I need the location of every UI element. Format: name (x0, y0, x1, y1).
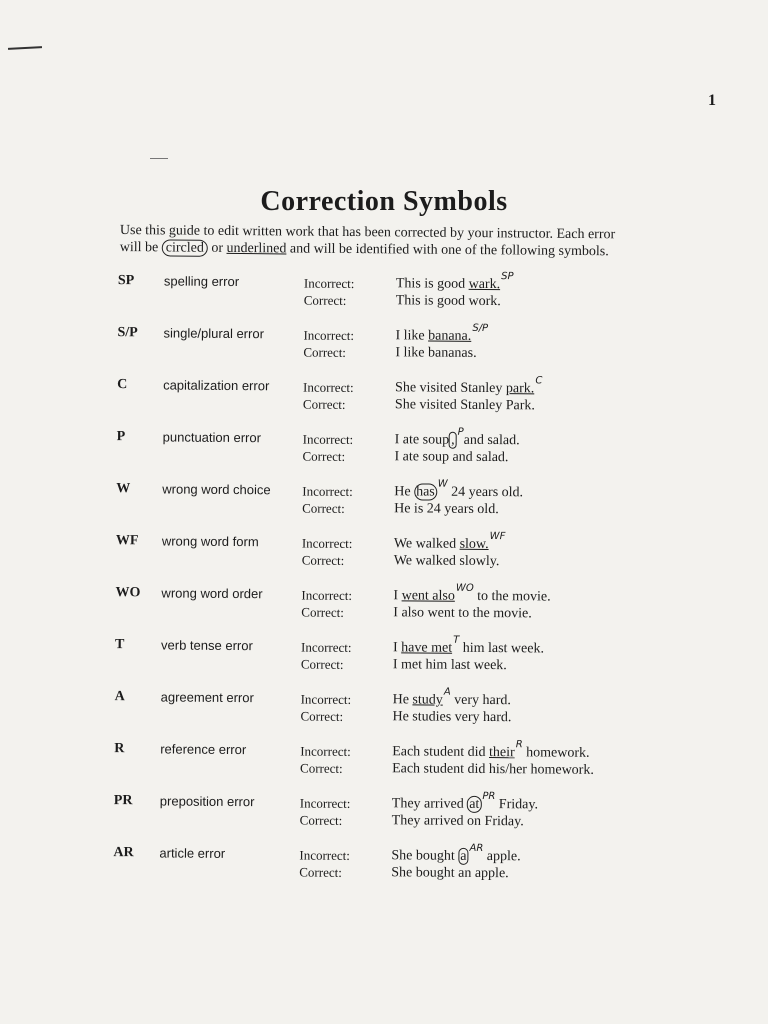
correct-label: Correct: (301, 552, 345, 568)
error-description: capitalization error (163, 377, 270, 394)
correct-example: This is good work. (395, 293, 501, 310)
incorrect-example (392, 634, 545, 657)
marked-error: wark. (468, 276, 501, 293)
incorrect-example (395, 375, 543, 397)
handwritten-mark: W (437, 478, 448, 490)
incorrect-example (392, 739, 590, 762)
incorrect-label: Incorrect: (300, 691, 352, 707)
correct-label: Correct: (303, 344, 347, 360)
scan-artifact-mark (150, 158, 168, 159)
marked-error: their (488, 745, 515, 761)
page-number: 1 (708, 92, 716, 109)
correct-label: Correct: (303, 292, 347, 308)
example-text: We walked (393, 536, 460, 552)
marked-error: park. (505, 381, 535, 397)
correct-label: Correct: (300, 656, 344, 672)
error-description: punctuation error (162, 429, 262, 446)
symbol-row (102, 478, 662, 534)
incorrect-label: Incorrect: (303, 379, 354, 395)
marked-error: , (449, 432, 457, 449)
correct-example: She visited Stanley Park. (394, 397, 536, 414)
correct-example: I ate soup and salad. (394, 449, 509, 466)
intro-paragraph (120, 222, 680, 261)
symbols-list (99, 270, 664, 898)
error-description: verb tense error (160, 637, 253, 654)
correct-label: Correct: (301, 604, 344, 620)
symbol-row (102, 530, 662, 586)
marked-error: study (412, 692, 443, 708)
handwritten-mark: SP (501, 271, 514, 283)
symbol-row (100, 790, 660, 846)
incorrect-label: Incorrect: (303, 327, 355, 343)
incorrect-example (392, 686, 511, 709)
symbol-row (103, 374, 663, 430)
handwritten-mark: R (515, 739, 523, 751)
error-symbol: WO (115, 585, 141, 601)
example-text: Each student did (392, 744, 490, 761)
correct-label: Correct: (300, 708, 344, 724)
correct-label: Correct: (300, 760, 343, 776)
error-symbol: WF (115, 533, 139, 549)
handwritten-mark: A (443, 686, 451, 698)
circled-word: circled (162, 239, 208, 256)
error-description: preposition error (159, 793, 255, 810)
error-description: wrong word choice (162, 481, 271, 498)
handwritten-mark: AR (469, 842, 484, 854)
marked-error: at (467, 796, 481, 813)
example-text: 24 years old. (447, 484, 524, 501)
page-title: Correction Symbols (260, 186, 508, 217)
symbol-row (101, 634, 661, 690)
error-symbol: PR (113, 793, 133, 809)
error-description: wrong word order (161, 585, 263, 602)
symbol-row (100, 686, 660, 742)
example-text: He (394, 484, 415, 500)
intro-post: and will be identified with one of the following symbols. (286, 241, 609, 260)
error-symbol: R (114, 741, 125, 757)
handwritten-mark: WF (489, 531, 506, 543)
symbol-row (103, 322, 663, 378)
example-text: This is good (395, 276, 469, 292)
incorrect-example (394, 426, 520, 449)
correct-example: She bought an apple. (391, 865, 509, 882)
marked-error: a (458, 848, 468, 865)
marked-error: banana. (428, 328, 472, 344)
correct-example: He studies very hard. (392, 709, 512, 726)
error-symbol: SP (117, 273, 135, 289)
underlined-word: underlined (226, 240, 287, 257)
correct-label: Correct: (302, 500, 345, 516)
intro-line-1: Use this guide to edit written work that has been corrected by your instructor. Each error (119, 222, 616, 243)
handwritten-mark: T (453, 634, 460, 646)
incorrect-example (395, 271, 514, 293)
error-symbol: AR (113, 845, 134, 861)
error-description: single/plural error (163, 325, 265, 342)
correct-example: He is 24 years old. (394, 501, 499, 518)
incorrect-example (394, 478, 524, 501)
example-text: to the movie. (473, 588, 551, 605)
incorrect-label: Incorrect: (300, 743, 351, 759)
scan-artifact-mark (8, 46, 42, 50)
incorrect-example (395, 322, 489, 345)
intro-or: or (207, 240, 227, 256)
correct-example: I like bananas. (395, 345, 477, 361)
marked-error: slow. (459, 536, 489, 553)
marked-error: has (414, 483, 437, 500)
example-text: I (393, 588, 402, 604)
correct-label: Correct: (302, 448, 346, 464)
error-description: spelling error (163, 273, 240, 290)
example-text: She bought (391, 848, 459, 864)
handwritten-mark: PR (482, 790, 496, 803)
symbol-row (100, 738, 660, 794)
incorrect-label: Incorrect: (303, 275, 355, 291)
correct-label: Correct: (299, 812, 343, 828)
incorrect-example (391, 790, 539, 813)
incorrect-example (393, 582, 551, 605)
error-description: wrong word form (161, 533, 259, 550)
correct-example: They arrived on Friday. (391, 813, 524, 830)
incorrect-example (393, 531, 506, 553)
example-text: him last week. (459, 640, 545, 657)
symbol-row (99, 842, 659, 898)
marked-error: have met (401, 640, 453, 656)
incorrect-label: Incorrect: (301, 587, 353, 603)
intro-line-2 (120, 239, 680, 261)
example-text: homework. (522, 745, 590, 761)
example-text: Friday. (495, 797, 539, 813)
error-description: agreement error (160, 689, 254, 706)
handwritten-mark: WO (455, 582, 474, 594)
error-description: article error (159, 845, 226, 861)
symbol-row (102, 426, 662, 482)
correct-example: We walked slowly. (393, 553, 500, 570)
example-text: very hard. (450, 692, 511, 709)
incorrect-example (391, 842, 521, 865)
example-text: apple. (483, 848, 521, 865)
error-symbol: W (116, 481, 131, 497)
error-description: reference error (160, 741, 247, 758)
symbol-row (104, 270, 664, 326)
example-text: She visited Stanley (395, 380, 506, 397)
error-symbol: A (114, 689, 125, 705)
handwritten-mark: P (457, 426, 464, 438)
correct-label: Correct: (302, 396, 346, 412)
handwritten-mark: S/P (472, 322, 489, 335)
error-symbol: C (117, 377, 128, 393)
incorrect-label: Incorrect: (302, 431, 354, 447)
example-text: I ate soup (394, 432, 450, 448)
example-text: I like (395, 328, 429, 344)
error-symbol: P (116, 429, 126, 445)
incorrect-label: Incorrect: (300, 639, 352, 655)
marked-error: went also (401, 588, 455, 604)
example-text: He (392, 692, 413, 708)
correct-example: I also went to the movie. (393, 605, 532, 622)
error-symbol: T (114, 637, 125, 653)
example-text: I (392, 640, 402, 656)
intro-pre: will be (119, 239, 162, 256)
correct-example: I met him last week. (392, 657, 507, 674)
symbol-row (101, 582, 661, 638)
example-text: and salad. (463, 432, 520, 449)
correct-example: Each student did his/her homework. (392, 761, 594, 778)
correct-label: Correct: (299, 864, 342, 880)
error-symbol: S/P (117, 325, 138, 341)
example-text: They arrived (391, 796, 468, 812)
incorrect-label: Incorrect: (301, 535, 353, 551)
handwritten-mark: C (535, 375, 543, 387)
incorrect-label: Incorrect: (299, 847, 350, 863)
incorrect-label: Incorrect: (299, 795, 351, 811)
incorrect-label: Incorrect: (302, 483, 353, 499)
